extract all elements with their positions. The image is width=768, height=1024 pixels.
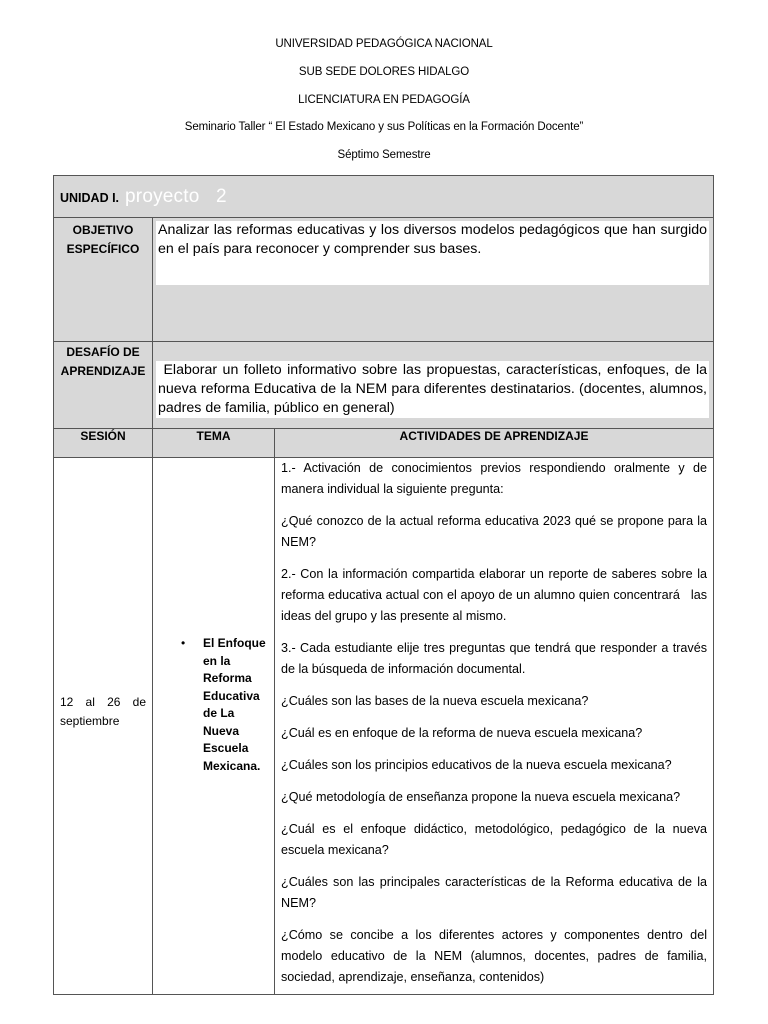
objetivo-row [54,218,714,342]
university-name: UNIVERSIDAD PEDAGÓGICA NACIONAL [275,38,493,50]
objetivo-text: Analizar las reformas educativas y los diversos modelos pedagógicos que han surgido en el país para reconocer y comprender sus bases. [156,221,709,285]
actividades-column-header: ACTIVIDADES DE APRENDIZAJE [275,429,714,458]
activity-item: 3.- Cada estudiante elije tres preguntas que tendrá que responder a través de la búsqueda de información documental. [281,641,707,676]
unidad-label: UNIDAD I. [60,190,120,205]
planning-table [53,175,714,995]
unidad-row [54,176,714,218]
activity-item: ¿Cuál es en enfoque de la reforma de nueva escuela mexicana? [281,726,643,740]
desafio-row [54,342,714,429]
tema-list [153,635,274,775]
program-name: LICENCIATURA EN PEDAGOGÍA [298,94,470,106]
tema-text: El Enfoque en la Reforma Educativa de La Nueva Escuela Mexicana. [203,636,266,773]
tema-item [153,635,274,775]
actividades-cell [275,458,714,995]
objetivo-label: OBJETIVO ESPECÍFICO [54,218,153,342]
activity-item: ¿Cuáles son las principales características de la Reforma educativa de la NEM? [281,875,707,910]
sesion-text: 12 al 26 de septiembre [60,695,146,728]
project-title: proyecto 2 [125,185,227,207]
objetivo-cell [153,218,714,342]
activity-item: 2.- Con la información compartida elaborar un reporte de saberes sobre la reforma educativa actual con el apoyo de un alumno quien concentrará las ideas del grupo y las presente al mismo. [281,567,711,623]
activity-item: ¿Cómo se concibe a los diferentes actores y componentes dentro del modelo educativo de la NEM (alumnos, docentes, padres de familia, sociedad, aprendizaje, enseñanza, contenidos) [281,928,707,984]
activity-item: ¿Qué conozco de la actual reforma educativa 2023 qué se propone para la NEM? [281,514,707,549]
activity-item: ¿Cuáles son los principios educativos de la nueva escuela mexicana? [281,758,672,772]
desafio-text: Elaborar un folleto informativo sobre las propuestas, características, enfoques, de la nueva reforma Educativa de la NEM para diferentes destinatarios. (docentes, alumnos, padres de familia, público en general) [158,362,711,416]
desafio-label: DESAFÍO DE APRENDIZAJE [54,342,153,429]
activity-item: 1.- Activación de conocimientos previos respondiendo oralmente y de manera individual la siguiente pregunta: [281,461,707,496]
tema-column-header: TEMA [153,429,275,458]
sesion-dates [54,458,153,995]
column-header-row [54,429,714,458]
activity-item: ¿Cuáles son las bases de la nueva escuela mexicana? [281,694,589,708]
desafio-cell [153,342,714,429]
session-row [54,458,714,995]
sesion-column-header: SESIÓN [54,429,153,458]
tema-cell [153,458,275,995]
unidad-cell [54,176,714,218]
activity-item: ¿Cuál es el enfoque didáctico, metodológico, pedagógico de la nueva escuela mexicana? [281,822,707,857]
seminar-title: Seminario Taller “ El Estado Mexicano y sus Políticas en la Formación Docente” [184,121,584,133]
semester: Séptimo Semestre [337,149,431,161]
bullet-icon: • [181,636,186,650]
campus-name: SUB SEDE DOLORES HIDALGO [298,66,470,78]
activity-item: ¿Qué metodología de enseñanza propone la nueva escuela mexicana? [281,790,681,804]
